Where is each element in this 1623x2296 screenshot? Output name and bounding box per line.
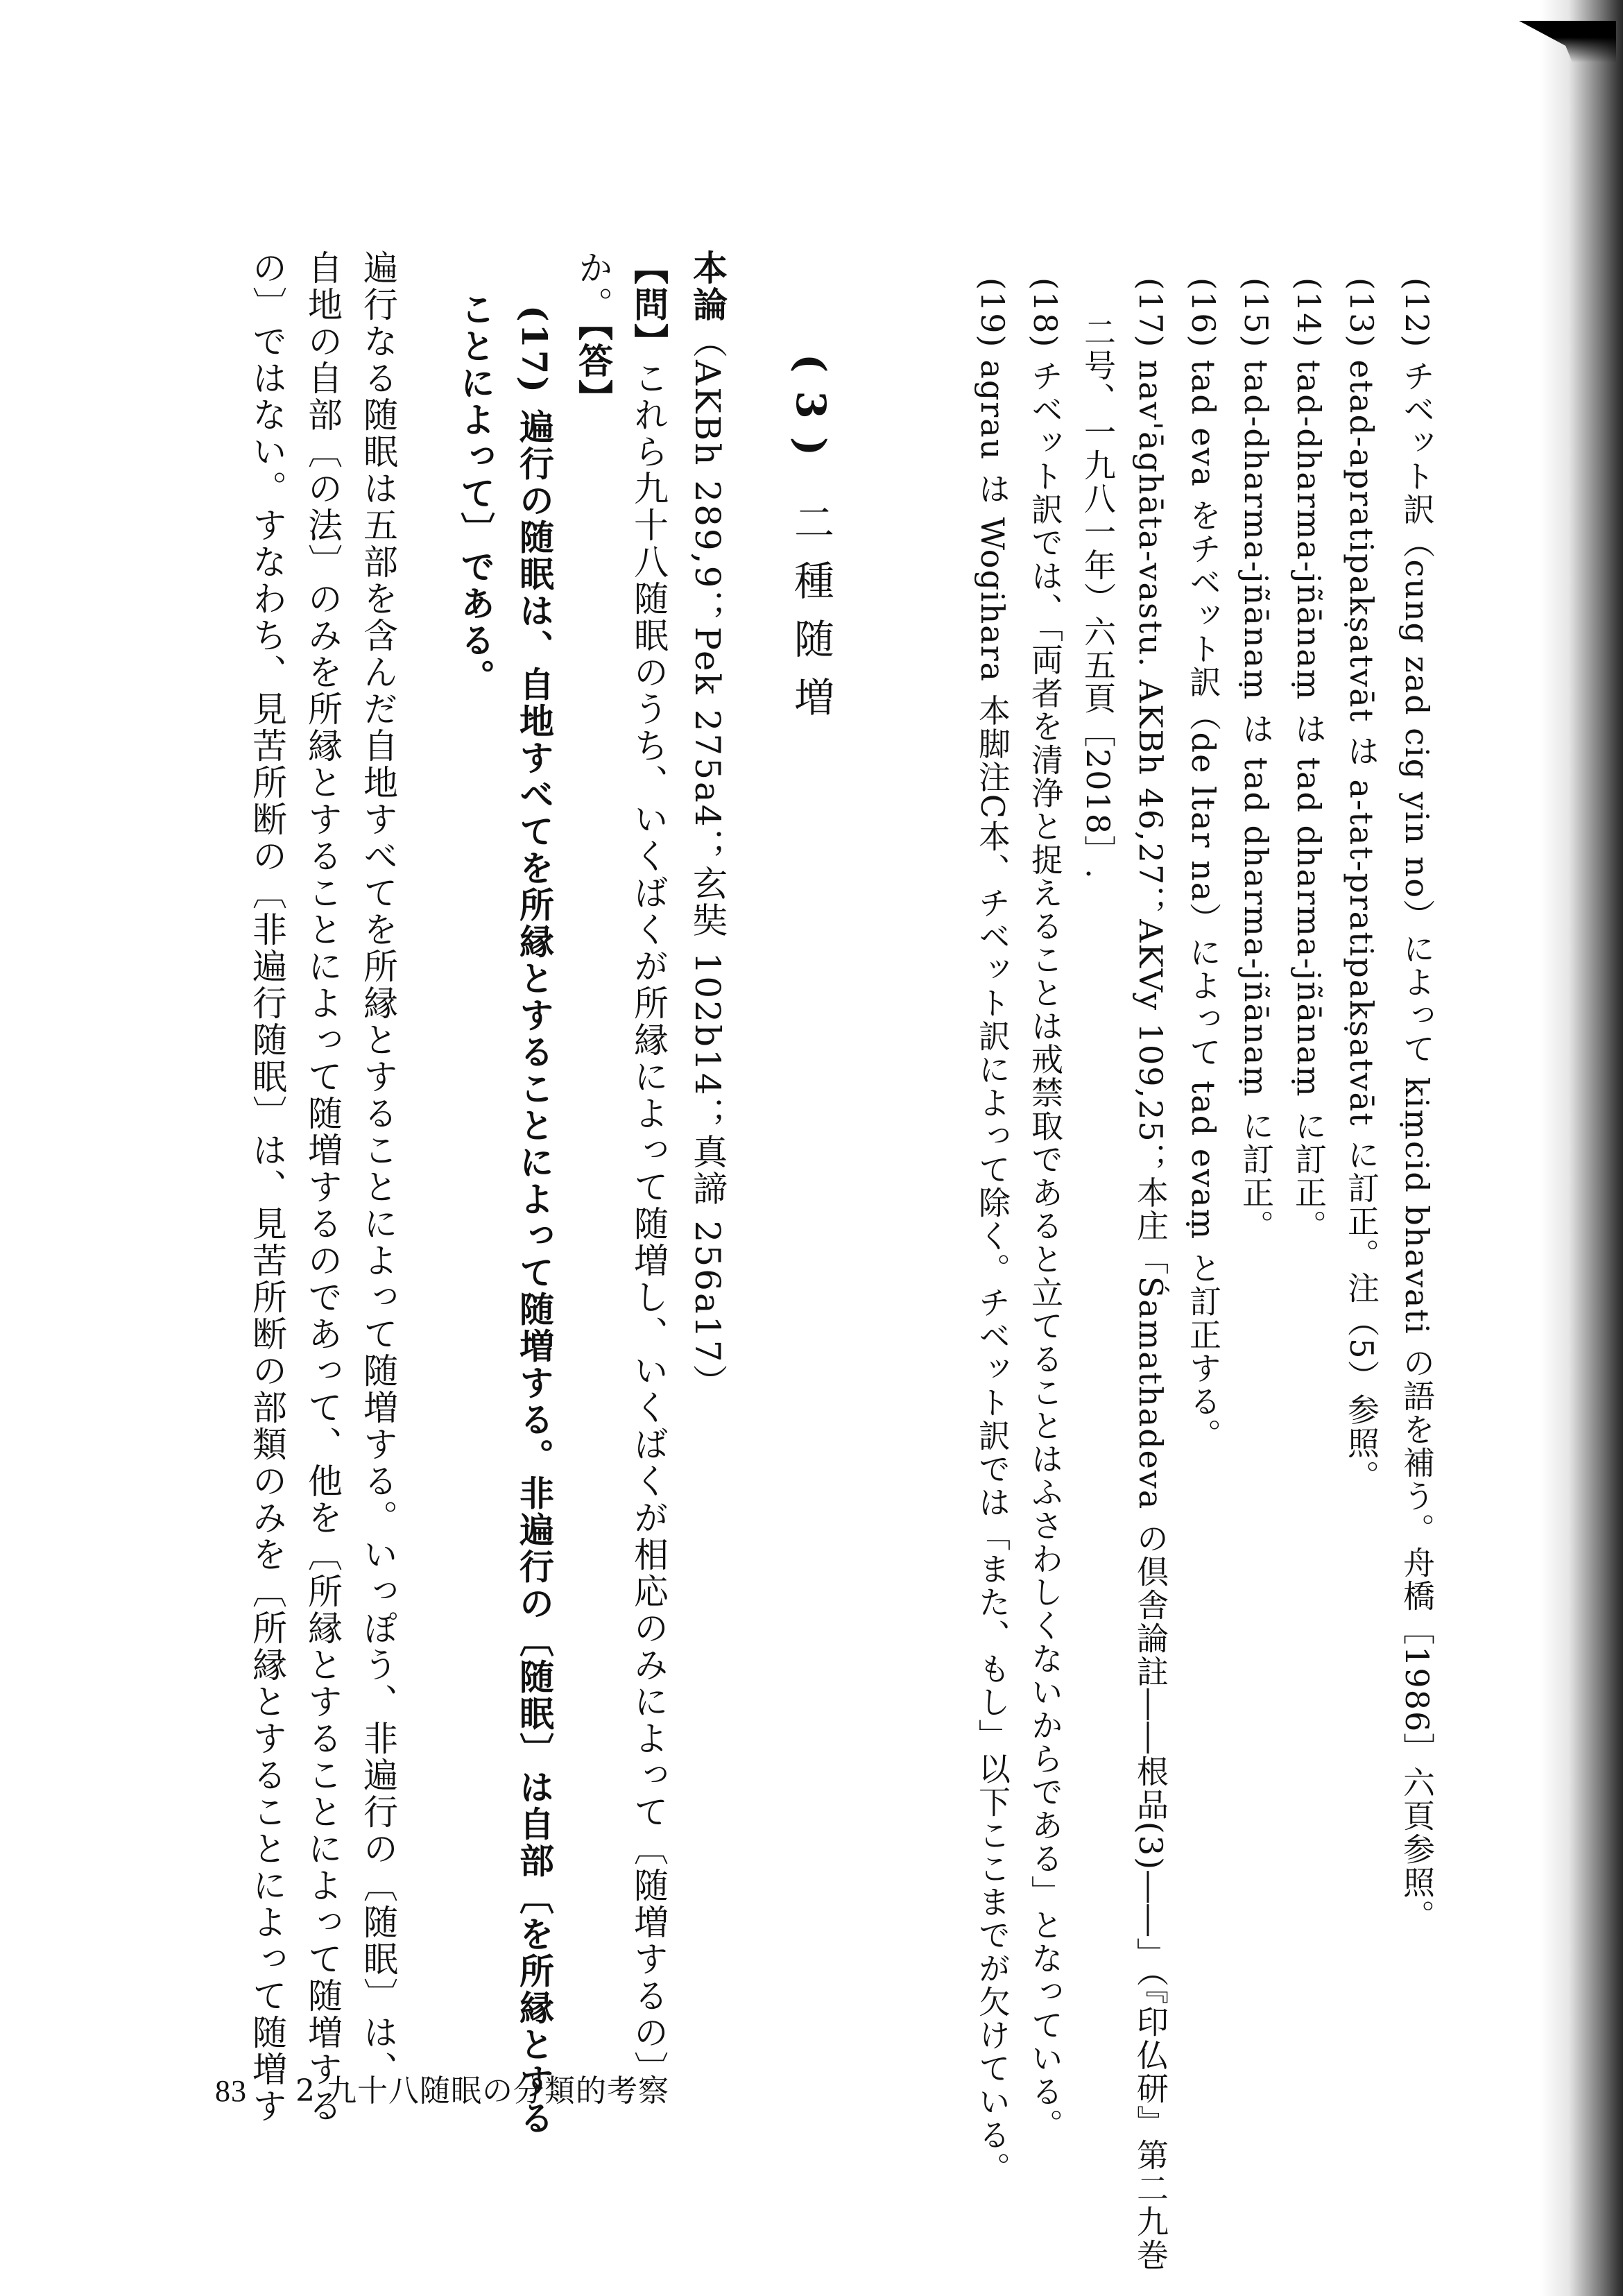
note-13: (13)etad-apratipakṣatvāt は a-tat-pratipakṣatvāt に訂正。注（5）参照。 xyxy=(1343,277,1380,1493)
note-17: (17)nav'āghāta-vastu. AKBh 46,27；AKVy 109,25；本庄「Śamathadeva の倶舎論註――根品(3)――」（『印仏研』第二九巻 xyxy=(1132,277,1169,2272)
commentary-line-2: 自地の自部〔の法〕のみを所縁とすることによって随増するのであって、他を〔所縁とすることによって随増する xyxy=(302,250,343,2125)
note-19: (19)agrau は Wogihara 本脚注C本、チベット訳によって除く。チベット訳では「また、もし」以下ここまでが欠けている。 xyxy=(974,277,1011,2185)
question-line: 【問】これら九十八随眠のうち、いくばくが所縁によって随増し、いくばくが相応のみによって〔随増するの〕 xyxy=(628,250,669,2088)
running-title: 2 九十八随眠の分類的考察 xyxy=(295,2073,669,2109)
page-number: 83 xyxy=(215,2074,247,2108)
verse-17: (17) 遍行の随眠は、自地すべてを所縁とすることによって随増する。非遍行の〔随眠〕は自部〔を所縁とする xyxy=(514,305,555,2137)
note-17-continued: 二号、一九八一年）六五頁［2018］. xyxy=(1079,316,1117,880)
binding-shadow xyxy=(1540,0,1623,2296)
note-14: (14)tad-dharma-jñānaṃ は tad dharma-jñānaṃ に訂正。 xyxy=(1290,277,1328,1243)
note-12: (12)チベット訳（cung zad cig yin no）によって kiṃcid bhavati の語を補う。舟橋［1986］六頁参照。 xyxy=(1398,277,1436,1933)
verse-17-continued: ことによって〕である。 xyxy=(455,291,496,696)
page-footer xyxy=(215,2066,669,2110)
commentary-line-3: の〕ではない。すなわち、見苦所断の〔非遍行随眠〕は、見苦所断の部類のみを〔所縁とすることによって随増す xyxy=(247,250,287,2125)
note-15: (15)tad-dharma-jñānaṃ は tad dharma-jñānaṃ に訂正。 xyxy=(1237,277,1275,1243)
section-heading: (3)二種随増 xyxy=(787,354,834,735)
commentary-line-1: 遍行なる随眠は五部を含んだ自地すべてを所縁とすることによって随増する。いっぽう、非遍行の〔随眠〕は、 xyxy=(358,250,398,2088)
note-18: (18)チベット訳では、「両者を清浄と捉えることは戒禁取であると立てることはふさわしくないからである」となっている。 xyxy=(1027,277,1064,2142)
note-16: (16)tad eva をチベット訳（de ltar na）によって tad evaṃ と訂正する。 xyxy=(1185,277,1222,1452)
answer-line: か。【答】 xyxy=(573,250,614,416)
source-reference: 本論（AKBh 289,9；Pek 275a4；玄奘 102b14；真諦 256a17） xyxy=(687,250,728,1401)
